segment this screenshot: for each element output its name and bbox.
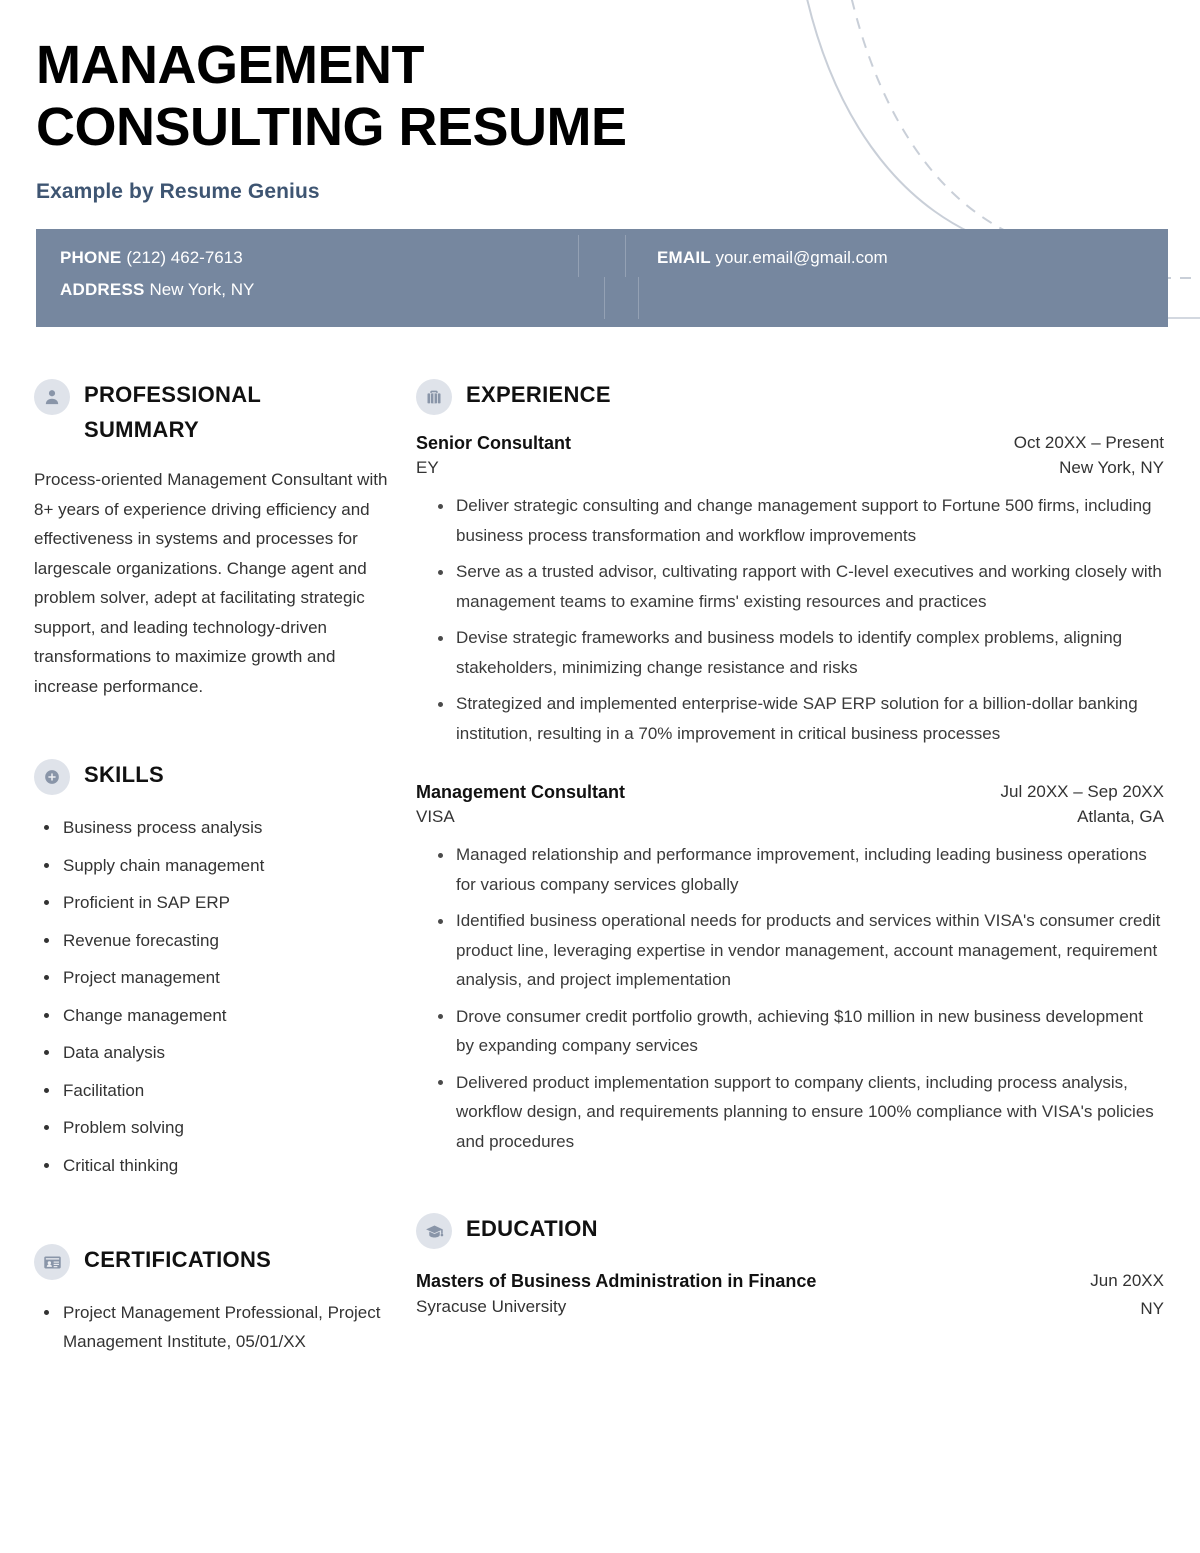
address-label: ADDRESS bbox=[60, 280, 150, 300]
job-location: Atlanta, GA bbox=[1077, 807, 1164, 827]
left-column bbox=[34, 377, 406, 1365]
section-education bbox=[416, 1211, 1164, 1323]
email-value[interactable]: your.email@gmail.com bbox=[715, 248, 888, 268]
graduation-cap-icon bbox=[416, 1213, 452, 1249]
address-value: New York, NY bbox=[149, 280, 255, 300]
experience-entry bbox=[416, 782, 1164, 1156]
section-experience bbox=[416, 377, 1164, 1156]
experience-heading bbox=[416, 377, 1164, 415]
certifications-title: CERTIFICATIONS bbox=[84, 1247, 272, 1273]
job-title: Senior Consultant bbox=[416, 433, 572, 454]
section-skills bbox=[34, 757, 390, 1180]
skills-heading bbox=[34, 757, 390, 795]
job-date: Oct 20XX – Present bbox=[1013, 433, 1164, 453]
resume-body bbox=[0, 327, 1200, 1365]
title-line-2: CONSULTING RESUME bbox=[36, 97, 627, 158]
contact-bar bbox=[36, 229, 1168, 327]
id-card-icon bbox=[34, 1244, 70, 1280]
education-location: NY bbox=[1140, 1299, 1164, 1319]
skills-list bbox=[34, 813, 390, 1180]
list-item: Devise strategic frameworks and business models to identify complex problems, aligning stakeholders, minimizing change resistance and risks bbox=[416, 623, 1164, 682]
plus-circle-icon bbox=[34, 759, 70, 795]
job-company: EY bbox=[416, 458, 439, 478]
briefcase-icon bbox=[416, 379, 452, 415]
job-location: New York, NY bbox=[1059, 458, 1164, 478]
skills-title: SKILLS bbox=[84, 762, 165, 788]
job-bullets bbox=[416, 491, 1164, 748]
experience-title: EXPERIENCE bbox=[466, 382, 611, 408]
degree-title: Masters of Business Administration in Finance bbox=[416, 1271, 817, 1292]
professional-summary-text: Process-oriented Management Consultant with 8+ years of experience driving efficiency and effectiveness in systems and processes for largescale organizations. Change agent and problem solver, adept at facilitating strategic support, and leading technology-driven transformations to maximize growth and increase performance. bbox=[34, 470, 388, 696]
certifications-list bbox=[34, 1298, 390, 1356]
school-name: Syracuse University bbox=[416, 1297, 567, 1317]
list-item: Project management bbox=[34, 963, 390, 992]
list-item: Delivered product implementation support to company clients, including process analysis, workflow design, and requirements planning to ensure 100% compliance with VISA's policies and procedures bbox=[416, 1068, 1164, 1157]
contact-phone bbox=[60, 247, 620, 269]
list-item: Business process analysis bbox=[34, 813, 390, 842]
spacer bbox=[34, 701, 390, 757]
list-item: Critical thinking bbox=[34, 1151, 390, 1180]
certifications-heading bbox=[34, 1242, 390, 1280]
list-item: Supply chain management bbox=[34, 851, 390, 880]
list-item: Proficient in SAP ERP bbox=[34, 888, 390, 917]
phone-label: PHONE bbox=[60, 248, 127, 268]
list-item: Project Management Professional, Project Management Institute, 05/01/XX bbox=[34, 1298, 390, 1356]
contact-divider bbox=[638, 277, 639, 319]
education-entry-meta bbox=[1090, 1267, 1164, 1323]
list-item: Facilitation bbox=[34, 1076, 390, 1105]
right-column bbox=[406, 377, 1164, 1323]
professional-summary-title-line-1: PROFESSIONAL bbox=[84, 382, 262, 408]
experience-entry-subheader bbox=[416, 803, 1164, 827]
education-title: EDUCATION bbox=[466, 1216, 598, 1242]
email-label: EMAIL bbox=[657, 248, 716, 268]
contact-email bbox=[620, 247, 1090, 269]
page-title bbox=[36, 34, 796, 158]
list-item: Problem solving bbox=[34, 1113, 390, 1142]
education-heading bbox=[416, 1211, 1164, 1249]
list-item: Drove consumer credit portfolio growth, achieving $10 million in new business development by expanding company services bbox=[416, 1002, 1164, 1061]
education-date: Jun 20XX bbox=[1090, 1271, 1164, 1291]
professional-summary-title bbox=[84, 377, 261, 447]
job-bullets bbox=[416, 840, 1164, 1156]
list-item: Deliver strategic consulting and change management support to Fortune 500 firms, including business process transformation and workflow improvements bbox=[416, 491, 1164, 550]
title-line-1: MANAGEMENT bbox=[36, 35, 424, 95]
job-title: Management Consultant bbox=[416, 782, 626, 803]
education-entry-main bbox=[416, 1267, 816, 1317]
section-professional-summary bbox=[34, 377, 390, 701]
contact-row-primary bbox=[36, 247, 1168, 279]
list-item: Data analysis bbox=[34, 1038, 390, 1067]
experience-entry bbox=[416, 433, 1164, 748]
resume-header bbox=[0, 0, 1200, 204]
list-item: Change management bbox=[34, 1001, 390, 1030]
list-item: Strategized and implemented enterprise-wide SAP ERP solution for a billion-dollar banking institution, resulting in a 70% improvement in critical business processes bbox=[416, 689, 1164, 748]
page-subtitle: Example by Resume Genius bbox=[36, 180, 320, 204]
list-item: Revenue forecasting bbox=[34, 926, 390, 955]
list-item: Serve as a trusted advisor, cultivating rapport with C-level executives and working closely with management teams to examine firms' existing resources and practices bbox=[416, 557, 1164, 616]
list-item: Managed relationship and performance improvement, including leading business operations for various company services globally bbox=[416, 840, 1164, 899]
person-icon bbox=[34, 379, 70, 415]
experience-entry-subheader bbox=[416, 454, 1164, 478]
contact-address bbox=[60, 279, 620, 301]
spacer bbox=[416, 1163, 1164, 1211]
contact-row-secondary bbox=[36, 279, 1168, 311]
list-item: Identified business operational needs for products and services within VISA's consumer credit product line, leveraging expertise in vendor management, account management, requirement analysis, and project implementation bbox=[416, 906, 1164, 995]
experience-entry-header bbox=[416, 782, 1164, 803]
section-certifications bbox=[34, 1242, 390, 1356]
phone-value[interactable]: (212) 462-7613 bbox=[126, 248, 243, 268]
spacer bbox=[34, 1188, 390, 1242]
professional-summary-title-line-2: SUMMARY bbox=[84, 417, 199, 443]
experience-entry-header bbox=[416, 433, 1164, 454]
education-entry bbox=[416, 1267, 1164, 1323]
job-company: VISA bbox=[416, 807, 455, 827]
professional-summary-heading bbox=[34, 377, 390, 447]
job-date: Jul 20XX – Sep 20XX bbox=[1000, 782, 1164, 802]
